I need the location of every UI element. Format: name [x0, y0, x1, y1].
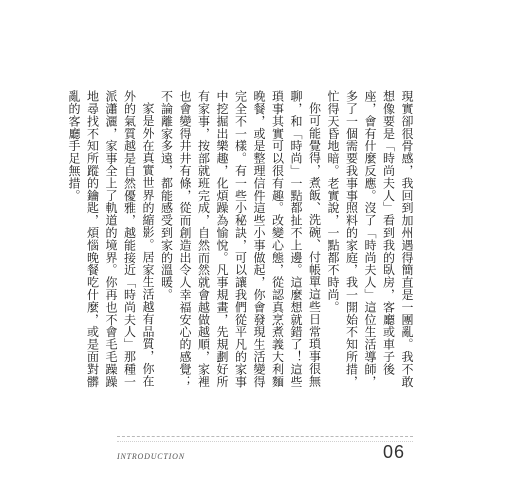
paragraph-1: 現實卻很骨感，我回到加州遇得簡直是一團亂。我不敢想像要是「時尚夫人」看到我的臥房，客廳或車子後座，會有什麼反應。沒了「時尚夫人」這位生活導師，多了一個需要我事事照料的家庭，我一開始不知所措，忙得天昏地暗。老實說，一點都不時尚。: [326, 90, 414, 388]
footer-divider: [117, 436, 413, 442]
paragraph-2: 你可能覺得，煮飯、洗碗、付帳單這些日常瑣事很無聊，和「時尚」一點都扯不上邊。這麼想就錯了！這些瑣事其實可以很有趣。改變心態，從認真烹煮義大利麵晚餐，或是整理信件這些小事做起，你會發現生活變得完全不一樣。有一些小秘訣，可以讓我們從平凡的家事中挖掘出樂趣，化煩躁為愉悅。凡事規畫，先規劃好所有家事，按部就班完成，自然而然就會越做越順，家裡也會變得井井有條，從而創造出令人幸福安心的感覺；不論離家多遠，都能感受到家的溫暖。: [159, 90, 322, 388]
paragraph-3: 家是外在真實世界的縮影。居家生活越有品質，你在外的氣質越是自然優雅，越能接近「時尚夫人」那種一派瀟灑，家事全上了軌道的境界。你再也不會毛毛躁躁地尋找不知所蹤的鑰匙，煩惱晚餐吃什麼，或是面對髒亂的客廳手足無措。: [67, 90, 155, 388]
page-number: 06: [383, 442, 406, 462]
vertical-text-body: [67, 90, 416, 390]
section-label: INTRODUCTION: [117, 452, 185, 461]
